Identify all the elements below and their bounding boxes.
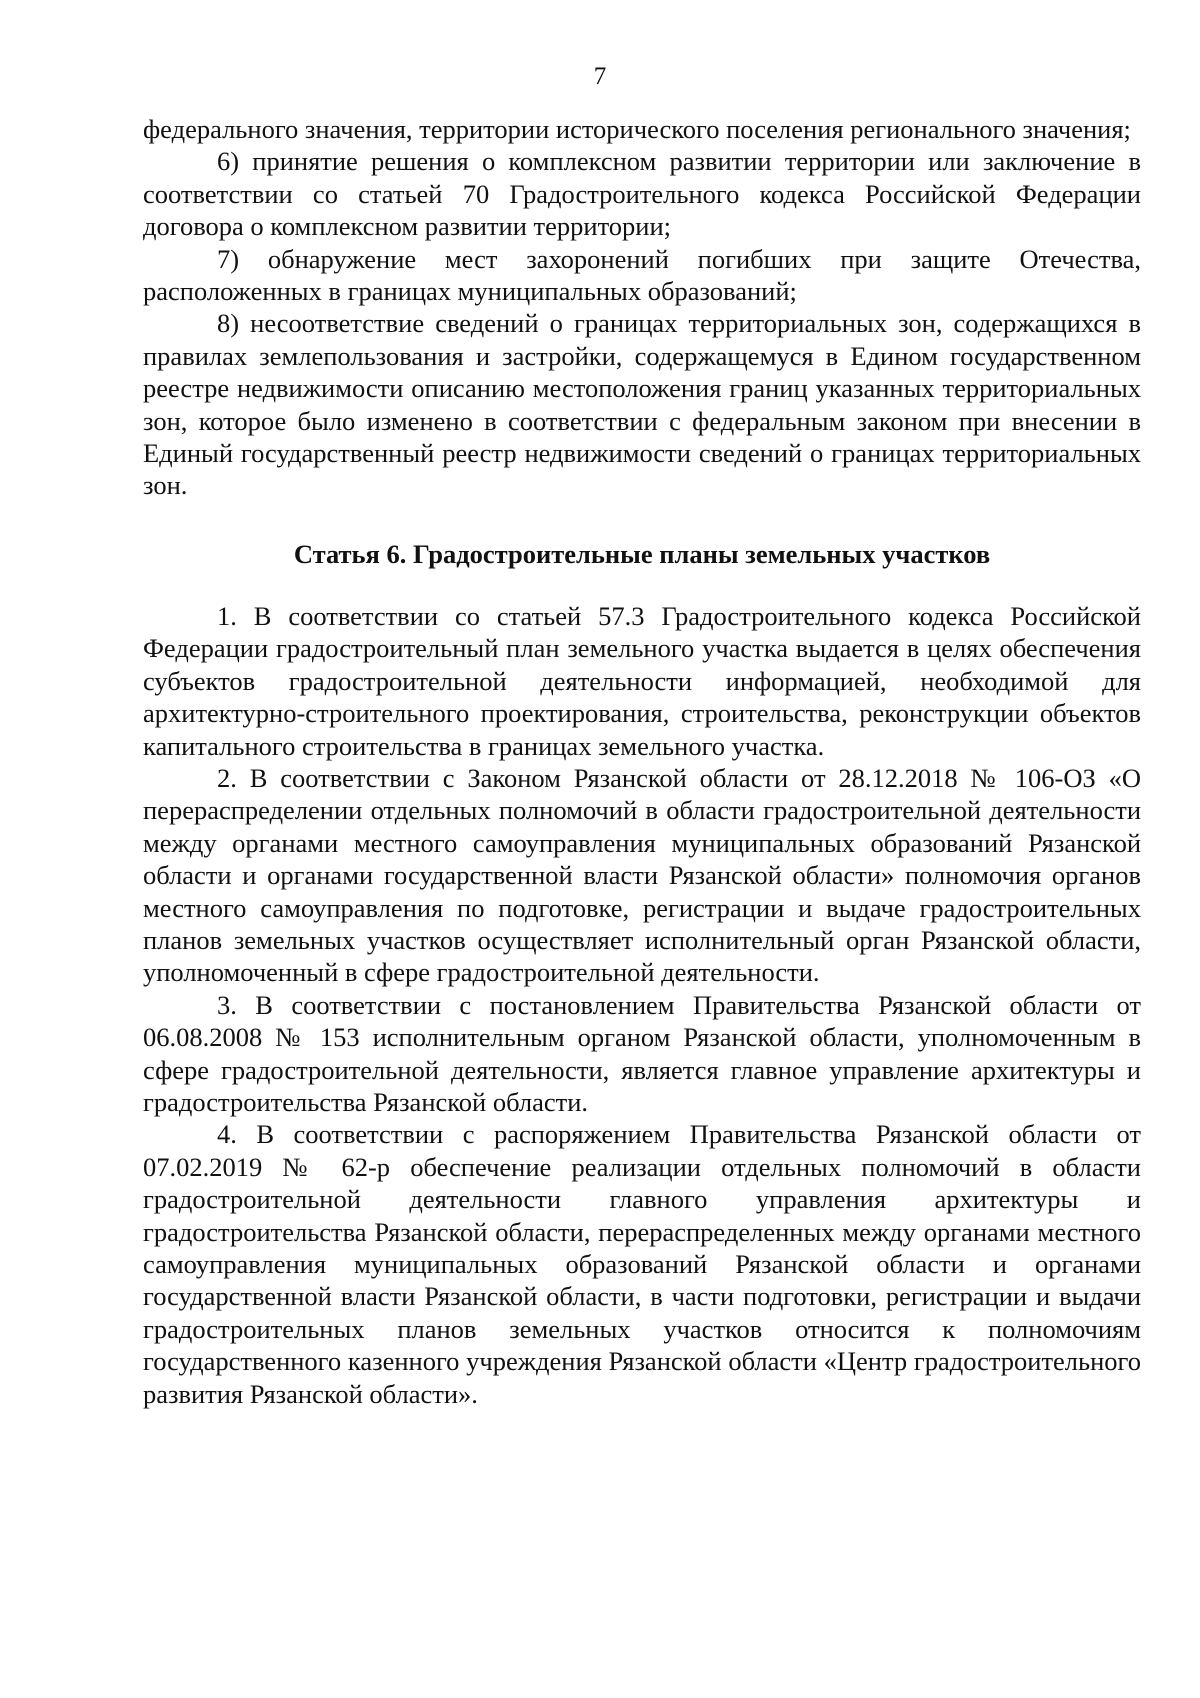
- article-paragraph-4: 4. В соответствии с распоряжением Правительства Рязанской области от 07.02.2019 № 62-р обеспечение реализации отдельных полномочий в области градостроительной деятельности главного управления архитектуры и градостроительства Рязанской области, перераспределенных между органами местного самоуправления муниципальных образований Рязанской области и органами государственной власти Рязанской области, в части подготовки, регистрации и выдачи градостроительных планов земельных участков относится к полномочиям государственного казенного учреждения Рязанской области «Центр градостроительного развития Рязанской области».: [143, 1119, 1141, 1409]
- paragraph-continuation: федерального значения, территории исторического поселения регионального значения;: [143, 114, 1131, 144]
- document-body: [143, 113, 1141, 1410]
- page-number: 7: [593, 63, 607, 90]
- article-paragraph-2: 2. В соответствии с Законом Рязанской области от 28.12.2018 № 106-ОЗ «О перераспределении отдельных полномочий в области градостроительной деятельности между органами местного самоуправления муниципальных образований Рязанской области и органами государственной власти Рязанской области» полномочия органов местного самоуправления по подготовке, регистрации и выдаче градостроительных планов земельных участков осуществляет исполнительный орган Рязанской области, уполномоченный в сфере градостроительной деятельности.: [143, 762, 1141, 988]
- article-paragraph-1: 1. В соответствии со статьей 57.3 Градостроительного кодекса Российской Федерации градостроительный план земельного участка выдается в целях обеспечения субъектов градостроительной деятельности информацией, необходимой для архитектурно-строительного проектирования, строительства, реконструкции объектов капитального строительства в границах земельного участка.: [143, 600, 1141, 761]
- list-item-7: 7) обнаружение мест захоронений погибших при защите Отечества, расположенных в границах муниципальных образований;: [143, 243, 1141, 307]
- article-paragraph-3: 3. В соответствии с постановлением Правительства Рязанской области от 06.08.2008 № 153 исполнительным органом Рязанской области, уполномоченным в сфере градостроительной деятельности, является главное управление архитектуры и градостроительства Рязанской области.: [143, 989, 1141, 1117]
- list-item-8: 8) несоответствие сведений о границах территориальных зон, содержащихся в правилах землепользования и застройки, содержащемуся в Едином государственном реестре недвижимости описанию местоположения границ указанных территориальных зон, которое было изменено в соответствии с федеральным законом при внесении в Единый государственный реестр недвижимости сведений о границах территориальных зон.: [143, 308, 1141, 501]
- list-item-6: 6) принятие решения о комплексном развитии территории или заключение в соответствии со статьей 70 Градостроительного кодекса Российской Федерации договора о комплексном развитии территории;: [143, 146, 1141, 242]
- article-heading: Статья 6. Градостроительные планы земельных участков: [293, 538, 991, 569]
